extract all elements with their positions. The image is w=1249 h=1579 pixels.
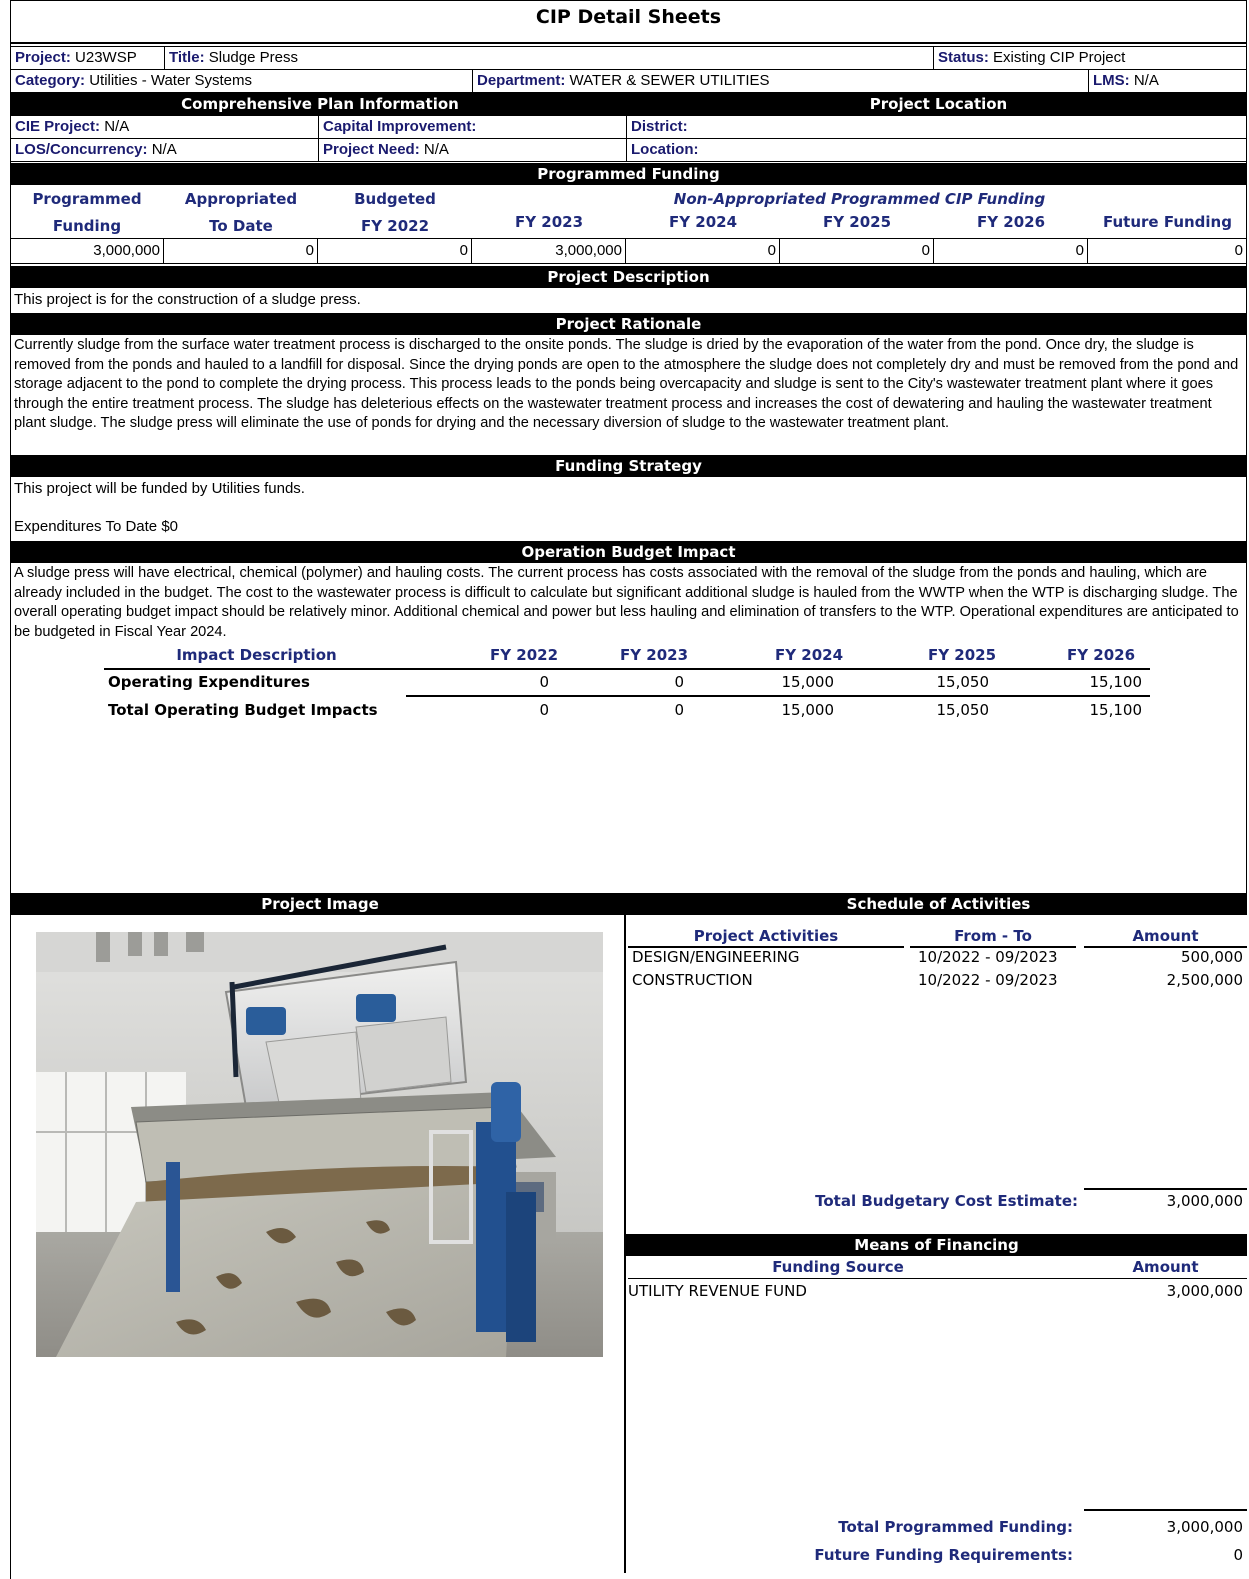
- impact-cell: 0: [539, 673, 549, 691]
- impact-header-rule: [104, 668, 1150, 670]
- fund-val-fy2023: 3,000,000: [472, 239, 626, 264]
- need-cell: [318, 138, 627, 162]
- impact-row-label: Total Operating Budget Impacts: [108, 701, 378, 719]
- impact-cell: 15,000: [781, 701, 834, 719]
- title-label: Title:: [169, 49, 205, 66]
- sched-activity: DESIGN/ENGINEERING: [632, 948, 800, 966]
- capital-label: Capital Improvement:: [323, 118, 477, 135]
- h-programmed-2: Funding: [52, 217, 122, 235]
- image-schedule-bar: [10, 893, 1247, 915]
- h-programmed: [10, 186, 164, 240]
- h-future: Future Funding: [1103, 213, 1232, 231]
- sludge-press-image: [36, 932, 603, 1357]
- fin-future-label: Future Funding Requirements:: [814, 1546, 1073, 1564]
- frame-top: [10, 0, 1247, 1]
- impact-h-fy2026: FY 2026: [1066, 646, 1136, 664]
- need-value: N/A: [423, 141, 449, 158]
- financing-bar: Means of Financing: [626, 1234, 1247, 1256]
- sched-total-label: Total Budgetary Cost Estimate:: [815, 1192, 1078, 1210]
- impact-h-fy2025: FY 2025: [927, 646, 997, 664]
- impact-h-fy2024: FY 2024: [774, 646, 844, 664]
- schedule-heading: Schedule of Activities: [846, 895, 1031, 913]
- project-label: Project:: [15, 49, 71, 66]
- project-photo: [36, 932, 603, 1357]
- expenditures-label: Expenditures To Date: [14, 518, 158, 535]
- impact-row-label: Operating Expenditures: [108, 673, 310, 691]
- sched-h-activities: Project Activities: [693, 927, 839, 945]
- impact-row-total: [104, 701, 1154, 725]
- h-programmed-1: Programmed: [32, 190, 142, 208]
- funding-strategy-bar: Funding Strategy: [10, 455, 1247, 477]
- impact-cell: 0: [674, 673, 684, 691]
- impact-cell: 0: [539, 701, 549, 719]
- comprehensive-heading: Comprehensive Plan Information: [181, 95, 459, 113]
- cie-value: N/A: [104, 118, 130, 135]
- fund-val-fy2026: 0: [934, 239, 1088, 264]
- project-image-heading: Project Image: [261, 895, 379, 913]
- lms-label: LMS:: [1093, 72, 1130, 89]
- description-bar: Project Description: [10, 266, 1247, 288]
- sched-amount: 2,500,000: [1166, 971, 1243, 989]
- funding-strategy-text: This project will be funded by Utilities funds.: [14, 480, 305, 497]
- expenditures-value: $0: [161, 518, 179, 535]
- status-label: Status:: [938, 49, 989, 66]
- fin-amount: 3,000,000: [1166, 1282, 1243, 1300]
- district-cell: [626, 115, 1247, 139]
- impact-row-operating: [104, 673, 1154, 697]
- lms-value: N/A: [1133, 72, 1159, 89]
- fin-h-source: Funding Source: [772, 1258, 904, 1276]
- page-title: CIP Detail Sheets: [535, 6, 722, 28]
- sched-amount: 500,000: [1180, 948, 1243, 966]
- los-value: N/A: [151, 141, 177, 158]
- status-value: Existing CIP Project: [993, 49, 1126, 66]
- cie-label: CIE Project:: [15, 118, 101, 135]
- h-budgeted-1: Budgeted: [354, 190, 436, 208]
- fund-val-programmed: 3,000,000: [10, 239, 164, 264]
- sched-row: [632, 948, 1247, 970]
- h-appropriated: [164, 186, 318, 240]
- fin-row: [628, 1282, 1247, 1304]
- rationale-bar: Project Rationale: [10, 313, 1247, 335]
- programmed-funding-bar: Programmed Funding: [10, 163, 1247, 185]
- sched-dates: 10/2022 - 09/2023: [918, 971, 1058, 989]
- h-budgeted: [318, 186, 472, 240]
- sched-row: [632, 971, 1247, 993]
- cie-cell: [10, 115, 319, 139]
- plan-location-bar: [10, 93, 1247, 115]
- department-value: WATER & SEWER UTILITIES: [569, 72, 770, 89]
- financing-table: [628, 1256, 1247, 1573]
- fin-total-value: 3,000,000: [1166, 1518, 1243, 1536]
- capital-cell: [318, 115, 627, 139]
- department-label: Department:: [477, 72, 566, 89]
- impact-cell: 15,100: [1089, 673, 1142, 691]
- sched-activity: CONSTRUCTION: [632, 971, 753, 989]
- rationale-text: Currently sludge from the surface water treatment process is discharged to the onsite ponds. The sludge is dried by the evaporation of the water from the pond. Once dry, the sludge is removed from the ponds and hauled to a landfill for disposal. Since the drying ponds are open to the atmosphere the sludge does not completely dry and must be removed from the pond and storage adjacent to the pond to complete the drying process. This process leads to the ponds being overcapacity and sludge is sent to the City's wastewater treatment plant where it goes through the entire treatment process. The sludge has deleterious effects on the wastewater treatment process and increases the cost of dewatering and hauling the wastewater treatment plant sludge. The sludge press will eliminate the use of ponds for drying and the necessary diversion of sludge to the wastewater treatment plant.: [14, 337, 1239, 431]
- fund-val-fy2025: 0: [780, 239, 934, 264]
- los-cell: [10, 138, 319, 162]
- project-id-cell: [10, 46, 165, 70]
- category-value: Utilities - Water Systems: [89, 72, 252, 89]
- impact-total-rule: [406, 695, 1150, 697]
- impact-cell: 15,050: [936, 673, 989, 691]
- impact-h-fy2023: FY 2023: [619, 646, 689, 664]
- fund-val-budgeted: 0: [318, 239, 472, 264]
- project-value: U23WSP: [75, 49, 137, 66]
- h-budgeted-2: FY 2022: [360, 217, 430, 235]
- expenditures-line: [14, 517, 1244, 537]
- schedule-table: [628, 925, 1247, 1215]
- los-label: LOS/Concurrency:: [15, 141, 148, 158]
- impact-cell: 15,000: [781, 673, 834, 691]
- title-cell: [164, 46, 934, 70]
- impact-table: [104, 646, 1154, 736]
- h-appropriated-1: Appropriated: [184, 190, 298, 208]
- category-cell: [10, 69, 473, 93]
- sched-total-value: 3,000,000: [1166, 1192, 1243, 1210]
- lms-cell: [1088, 69, 1247, 93]
- h-fy2025: FY 2025: [822, 213, 892, 231]
- fin-h-amount: Amount: [1132, 1258, 1199, 1276]
- h-fy2026: FY 2026: [976, 213, 1046, 231]
- h-fy2024: FY 2024: [668, 213, 738, 231]
- h-fy2023: FY 2023: [514, 213, 584, 231]
- operation-text: A sludge press will have electrical, chemical (polymer) and hauling costs. The current process has costs associated with the removal of the sludge from the ponds and hauling, which are already included in the budget. The cost to the wastewater process is difficult to calculate but significant additional sludge is hauled from the WWTP when the WTP is discharging sludge. The overall operating budget impact should be relatively minor. Additional chemical and power but less hauling and elimination of transfers to the WTP. Operational expenditures are anticipated to be budgeted in Fiscal Year 2024.: [14, 565, 1239, 640]
- sched-h-amount: Amount: [1132, 927, 1199, 945]
- fin-total-label: Total Programmed Funding:: [838, 1518, 1073, 1536]
- title-value: Sludge Press: [208, 49, 298, 66]
- fund-val-appropriated: 0: [164, 239, 318, 264]
- impact-cell: 15,100: [1089, 701, 1142, 719]
- location-heading: Project Location: [869, 95, 1008, 113]
- sched-h-from-to: From - To: [954, 927, 1032, 945]
- fund-val-fy2024: 0: [626, 239, 780, 264]
- sched-dates: 10/2022 - 09/2023: [918, 948, 1058, 966]
- impact-cell: 0: [674, 701, 684, 719]
- location-label: Location:: [631, 141, 699, 158]
- status-cell: [933, 46, 1247, 70]
- fin-future-value: 0: [1233, 1546, 1243, 1564]
- operation-budget-bar: Operation Budget Impact: [10, 541, 1247, 563]
- h-non-appropriated: Non-Appropriated Programmed CIP Funding: [673, 190, 1046, 208]
- fin-total-rule: [1084, 1509, 1247, 1511]
- fin-header-rule: [628, 1278, 1247, 1279]
- impact-h-description: Impact Description: [176, 646, 337, 664]
- funding-header-row: [10, 186, 1247, 238]
- sched-total-rule: [1084, 1188, 1247, 1190]
- location-cell: [626, 138, 1247, 162]
- fin-source: UTILITY REVENUE FUND: [628, 1282, 807, 1300]
- impact-h-fy2022: FY 2022: [489, 646, 559, 664]
- h-appropriated-2: To Date: [209, 217, 273, 235]
- need-label: Project Need:: [323, 141, 420, 158]
- title-rule: [10, 42, 1247, 44]
- description-text: This project is for the construction of a sludge press.: [14, 291, 361, 308]
- district-label: District:: [631, 118, 688, 135]
- fund-val-future: 0: [1088, 239, 1247, 264]
- category-label: Category:: [15, 72, 86, 89]
- impact-cell: 15,050: [936, 701, 989, 719]
- department-cell: [472, 69, 1089, 93]
